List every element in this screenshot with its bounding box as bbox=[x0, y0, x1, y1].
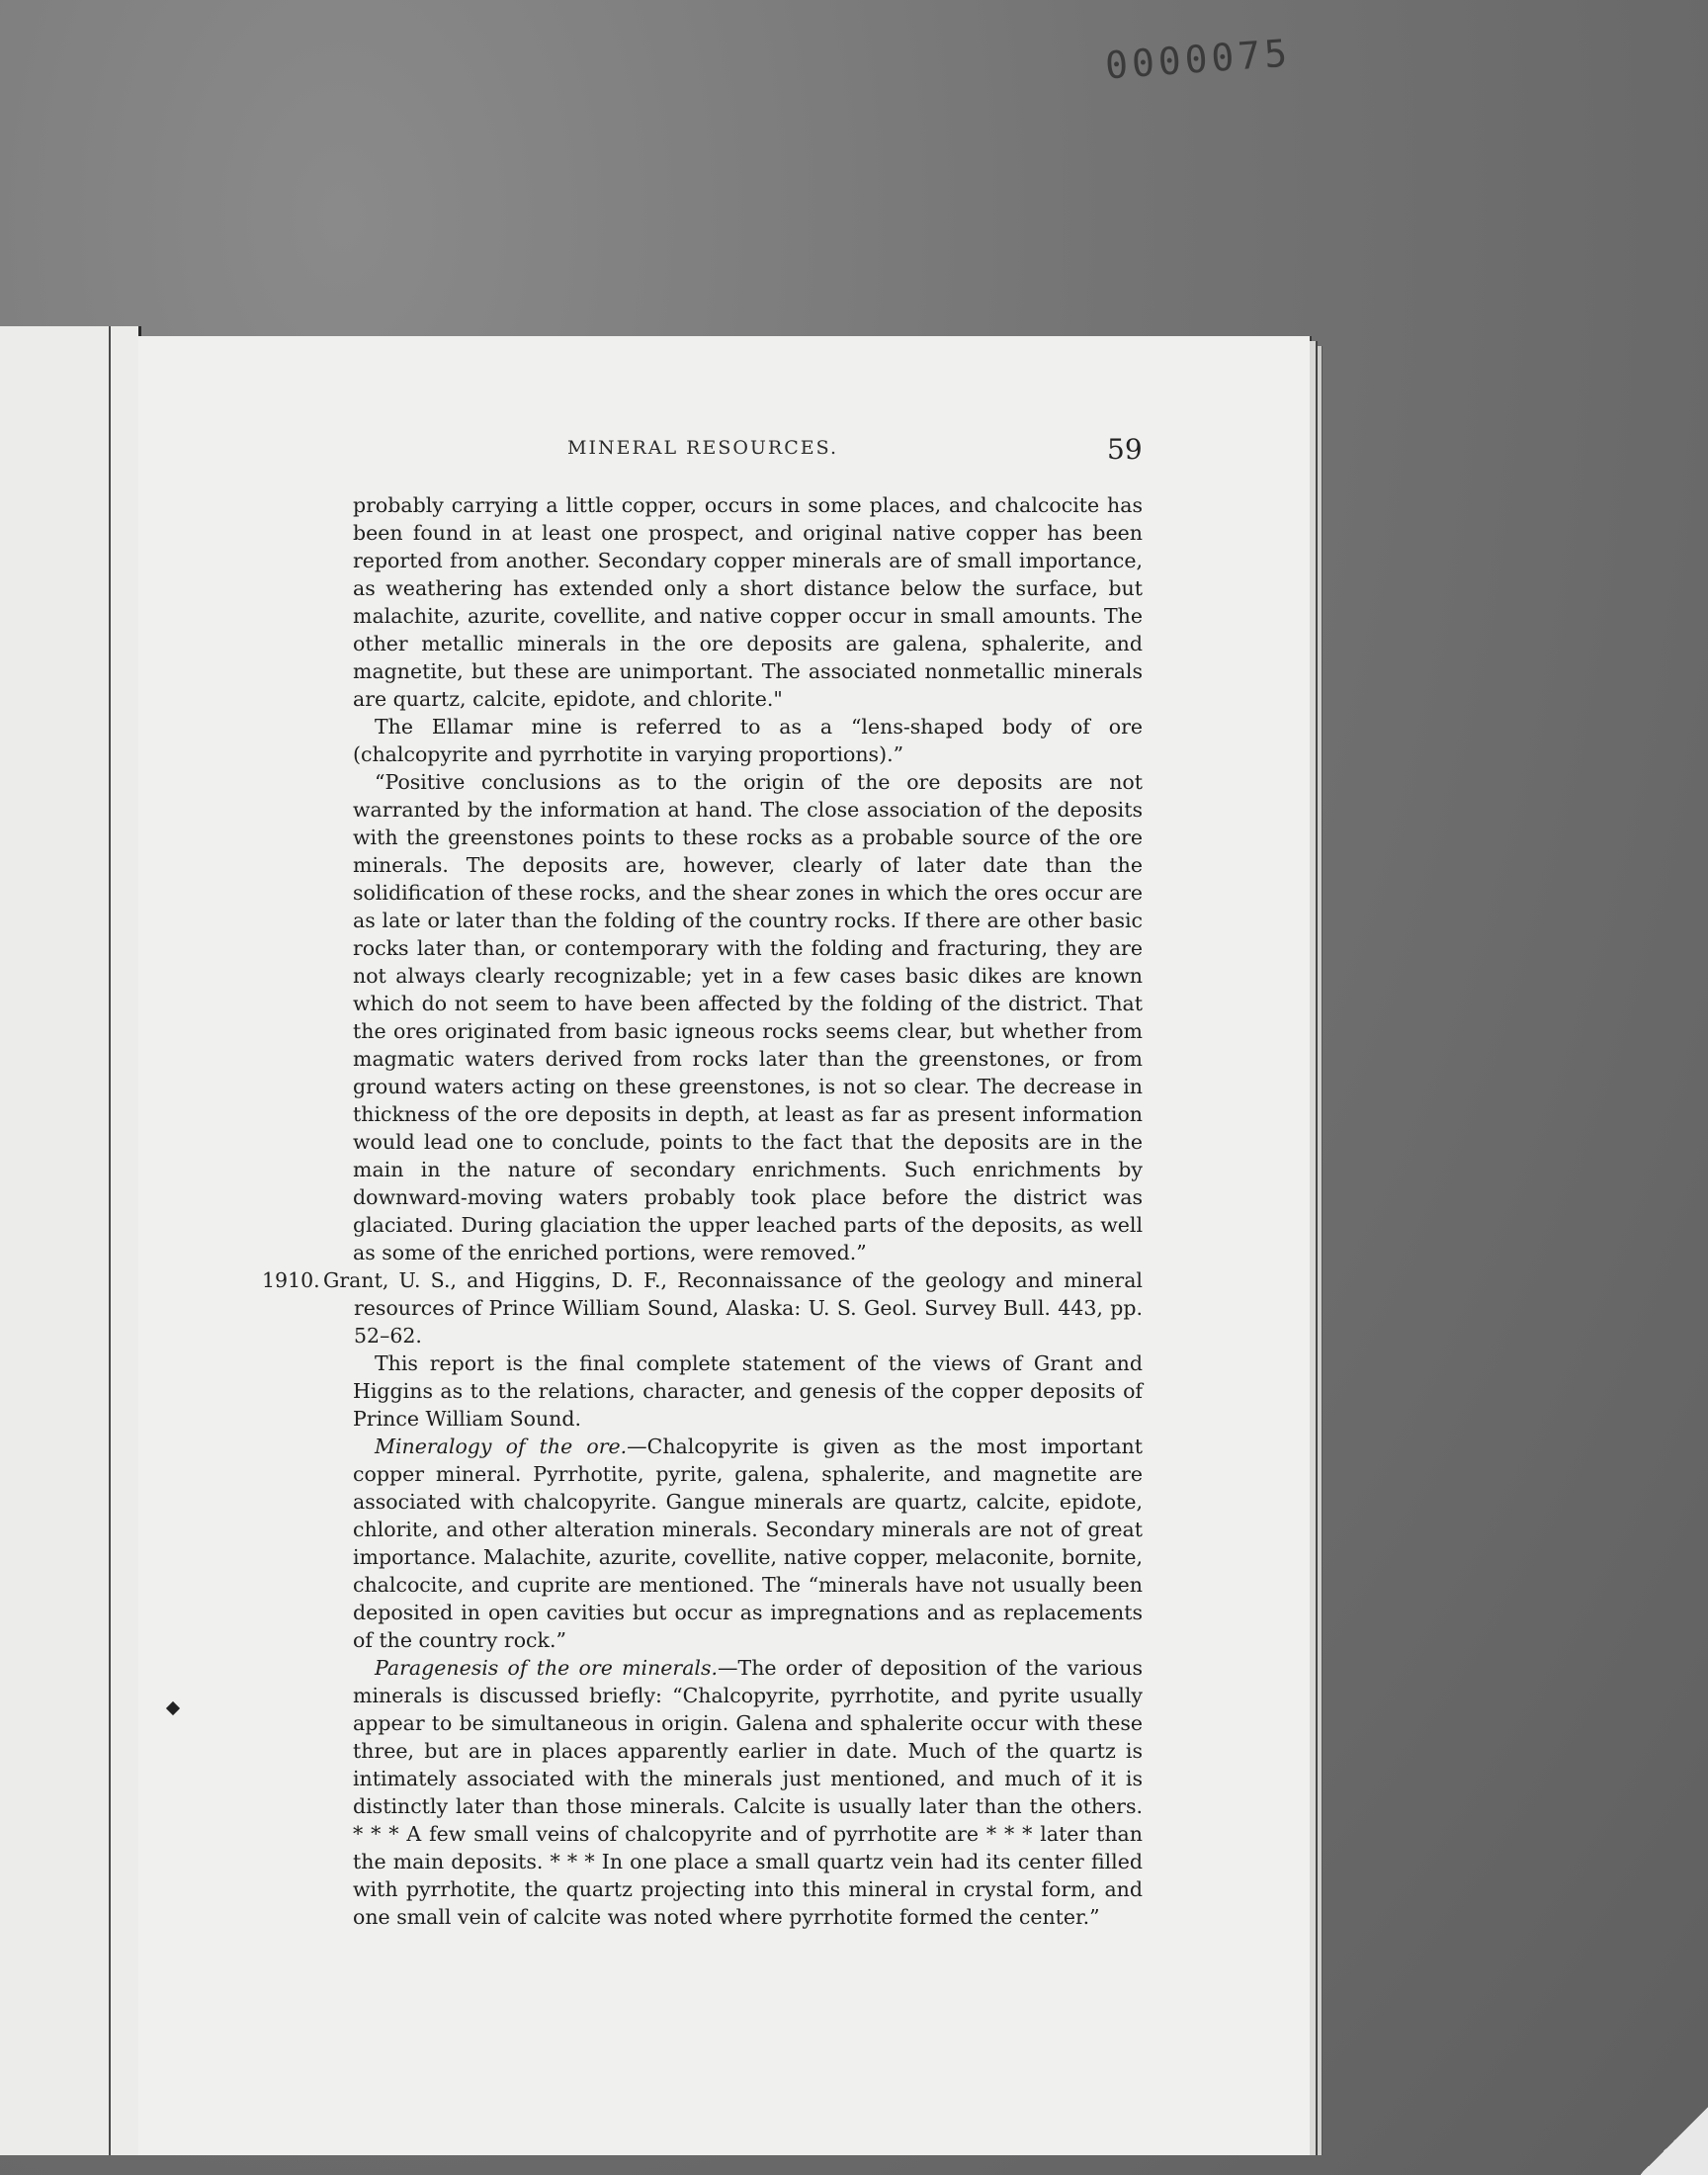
page-edge bbox=[1310, 341, 1318, 2155]
paragraph: probably carrying a little copper, occurs in some places, and chalcocite has been found in at least one prospect, and original native copper has been reported from another. Secondary copper minerals are of small importance, as weathering has extended only a short distance below the surface, but malachite, azurite, covellite, and native copper occur in small amounts. The other metallic minerals in the ore deposits are galena, sphalerite, and magnetite, but these are unimportant. The associated nonmetallic minerals are quartz, calcite, epidote, and chlorite." bbox=[353, 493, 1143, 711]
paragraph: The Ellamar mine is referred to as a “lens-shaped body of ore (chalcopyrite and pyrrhotite in varying proportions).” bbox=[353, 715, 1143, 766]
reference-year: 1910. bbox=[262, 1268, 320, 1292]
section-heading-mineralogy: Mineralogy of the ore. bbox=[375, 1435, 628, 1458]
binding-line bbox=[109, 326, 111, 2155]
mineralogy-text: —Chalcopyrite is given as the most important copper mineral. Pyrrhotite, pyrite, galena, sphalerite, and magnetite are associated with chalcopyrite. Gangue minerals are quartz, calcite, epidote, chlorite, and other alteration minerals. Secondary minerals are not of great importance. Malachite, azurite, covellite, native copper, melaconite, bornite, chalcocite, and cuprite are mentioned. The “minerals have not usually been deposited in open cavities but occur as impregnations and as replacements of the country rock.” bbox=[353, 1435, 1143, 1652]
paragraph bbox=[353, 1433, 1143, 1654]
section-heading-paragenesis: Paragenesis of the ore minerals. bbox=[375, 1656, 719, 1680]
page-stamp-number: 0000075 bbox=[1103, 31, 1293, 88]
left-page-edge bbox=[0, 326, 141, 2155]
reference-citation: Grant, U. S., and Higgins, D. F., Reconnaissance of the geology and mineral resources of Prince William Sound, Alaska: U. S. Geol. Survey Bull. 443, pp. 52–62. bbox=[323, 1268, 1143, 1348]
paragraph: “Positive conclusions as to the origin of the ore deposits are not warranted by the information at hand. The close association of the deposits with the greenstones points to these rocks as a probable source of the ore minerals. The deposits are, however, clearly of later date than the solidification of these rocks, and the shear zones in which the ores occur are as late or later than the folding of the country rocks. If there are other basic rocks later than, or contemporary with the folding and fracturing, they are not always clearly recognizable; yet in a few cases basic dikes are known which do not seem to have been affected by the folding of the district. That the ores originated from basic igneous rocks seems clear, but whether from magmatic waters derived from rocks later than the greenstones, or from ground waters acting on these greenstones, is not so clear. The decrease in thickness of the ore deposits in depth, at least as far as present information would lead one to conclude, points to the fact that the deposits are in the main in the nature of secondary enrichments. Such enrichments by downward-moving waters probably took place before the district was glaciated. During glaciation the upper leached parts of the deposits, as well as some of the enriched portions, were removed.” bbox=[353, 770, 1143, 1264]
body-text bbox=[353, 491, 1143, 1266]
corner-fold bbox=[1641, 2106, 1708, 2175]
running-head: MINERAL RESOURCES. bbox=[567, 437, 839, 459]
paragraph bbox=[353, 1654, 1143, 1931]
page-number: 59 bbox=[1107, 433, 1143, 466]
paragenesis-text: —The order of deposition of the various minerals is discussed briefly: “Chalcopyrite, pyrrhotite, and pyrite usually appear to be simultaneous in origin. Galena and sphalerite occur with these three, but are in places apparently earlier in date. Much of the quartz is intimately associated with the minerals just mentioned, and much of it is distinctly later than those minerals. Calcite is usually later than the others. * * * A few small veins of chalcopyrite and of pyrrhotite are * * * later than the main deposits. * * * In one place a small quartz vein had its center filled with pyrrhotite, the quartz projecting into this mineral in crystal form, and one small vein of calcite was noted where pyrrhotite formed the center.” bbox=[353, 1656, 1143, 1929]
page-edge bbox=[1318, 346, 1323, 2155]
paragraph: This report is the final complete statement of the views of Grant and Higgins as to the relations, character, and genesis of the copper deposits of Prince William Sound. bbox=[353, 1351, 1143, 1431]
body-text-2 bbox=[353, 1349, 1143, 1931]
